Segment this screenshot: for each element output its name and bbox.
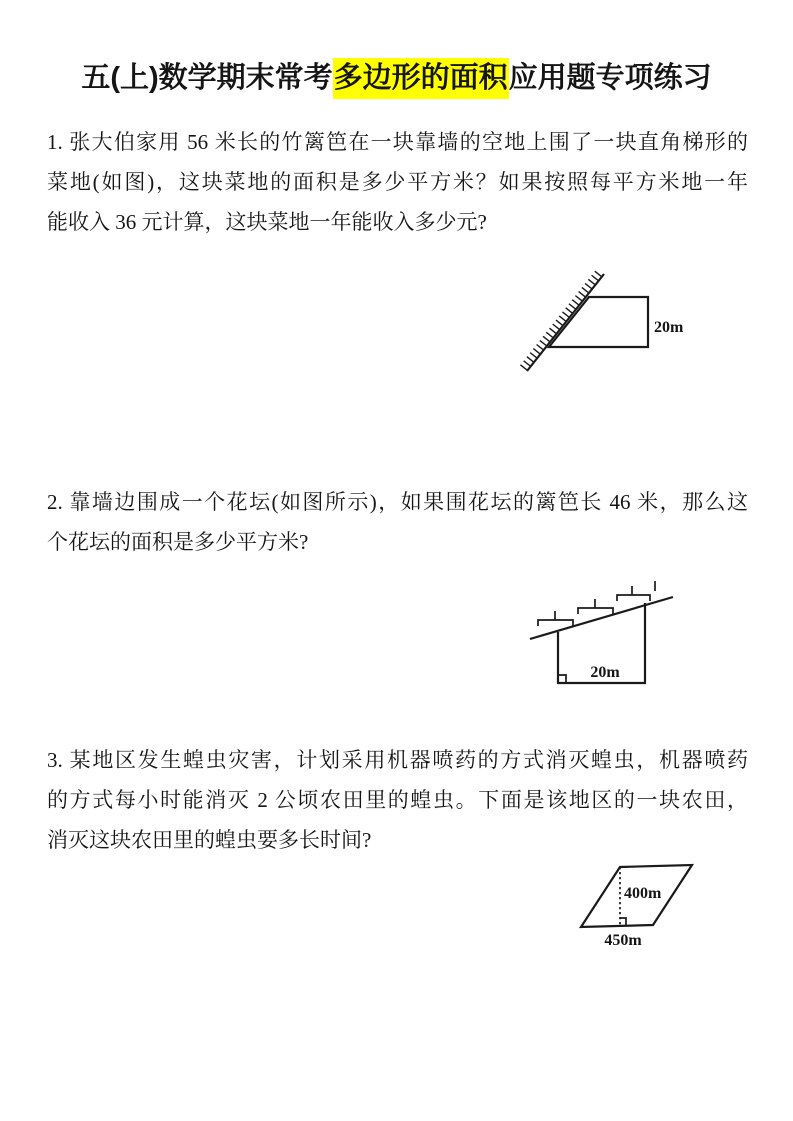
problem-3-line-1: 3. 某地区发生蝗虫灾害，计划采用机器喷药的方式消灭蝗虫，机器喷药 bbox=[47, 748, 748, 772]
page-title bbox=[0, 57, 793, 99]
trapezoid-shape bbox=[549, 297, 648, 347]
dimension-label-right-side: 20m bbox=[654, 319, 684, 336]
problem-2-text bbox=[47, 482, 748, 562]
right-angle-marker bbox=[620, 918, 626, 925]
wall-line bbox=[527, 274, 604, 371]
title-highlight: 多边形的面积 bbox=[333, 58, 509, 99]
problem-1-line-2: 菜地(如图)，这块菜地的面积是多少平方米？如果按照每平方米地一年 bbox=[47, 170, 748, 194]
wall-hatching bbox=[524, 271, 601, 368]
problem-3-line-2: 的方式每小时能消灭 2 公顷农田里的蝗虫。下面是该地区的一块农田， bbox=[47, 788, 748, 812]
figure-2-trapezoid-flower-bed bbox=[520, 575, 690, 695]
problem-3-line-3: 消灭这块农田里的蝗虫要多长时间? bbox=[47, 828, 372, 852]
figure-3-parallelogram-field bbox=[565, 855, 715, 955]
problem-1-text bbox=[47, 122, 748, 242]
title-suffix: 应用题专项练习 bbox=[508, 62, 712, 94]
title-prefix: 五(上)数学期末常考 bbox=[81, 62, 333, 94]
problem-1-line-1: 1. 张大伯家用 56 米长的竹篱笆在一块靠墙的空地上围了一块直角梯形的 bbox=[47, 130, 748, 154]
problem-3-text bbox=[47, 740, 748, 860]
right-angle-marker bbox=[558, 675, 566, 683]
dimension-label-base: 450m bbox=[604, 932, 642, 949]
dimension-label-height: 400m bbox=[624, 885, 662, 902]
dimension-label-base: 20m bbox=[590, 664, 620, 681]
wall-line bbox=[530, 597, 673, 639]
problem-2-line-2: 个花坛的面积是多少平方米? bbox=[47, 530, 309, 554]
problem-2-line-1: 2. 靠墙边围成一个花坛(如图所示)，如果围花坛的篱笆长 46 米，那么这 bbox=[47, 490, 748, 514]
problem-1-line-3: 能收入 36 元计算，这块菜地一年能收入多少元? bbox=[47, 210, 487, 234]
figure-1-right-trapezoid bbox=[500, 258, 710, 388]
